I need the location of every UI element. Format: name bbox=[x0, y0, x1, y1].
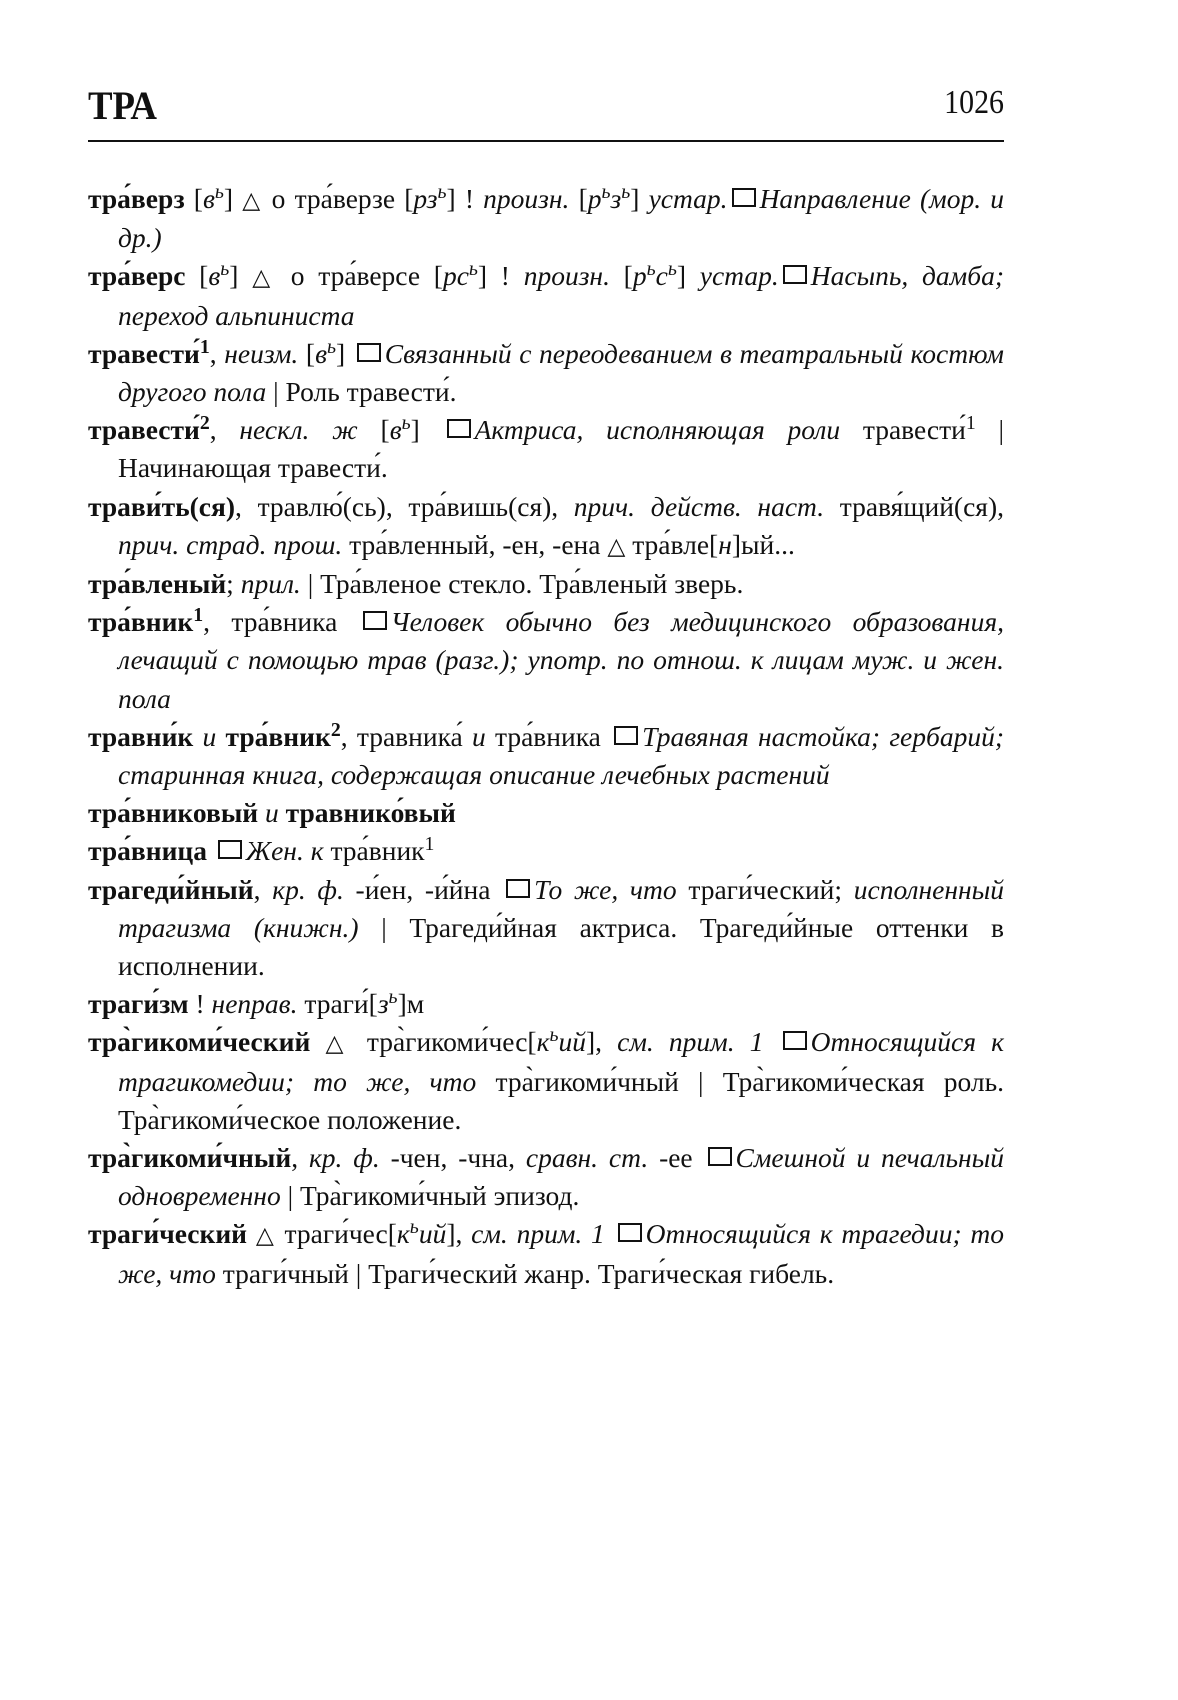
text: ] ! bbox=[477, 260, 524, 292]
text: траги́чес[ bbox=[275, 1218, 397, 1250]
triangle-icon: △ bbox=[607, 531, 626, 560]
text: ] ! bbox=[446, 183, 484, 214]
italic-text: с bbox=[655, 260, 668, 292]
text: | Трагеди́йная актриса. Трагеди́йные оттенки в исполнении. bbox=[118, 911, 1004, 982]
dictionary-entry bbox=[88, 565, 1004, 603]
italic-text: Связанный с переодеванием в театральный костюм другого пола bbox=[118, 337, 1004, 408]
text: -чен, -чна, bbox=[379, 1142, 526, 1174]
italic-text: рз bbox=[413, 183, 438, 214]
italic-text: неизм. bbox=[224, 337, 299, 369]
italic-text: устар. bbox=[699, 260, 779, 292]
dictionary-entry bbox=[88, 832, 1004, 870]
headword: травести́ bbox=[88, 414, 200, 446]
italic-text: произн. bbox=[483, 183, 570, 214]
headword: трави́ть(ся) bbox=[88, 490, 236, 522]
definition-box-icon bbox=[363, 611, 387, 630]
italic-text: исполненный трагизма (книжн.) bbox=[118, 873, 1005, 943]
text: травя́щий(ся), bbox=[824, 490, 1004, 522]
italic-text: к bbox=[396, 1218, 410, 1250]
headword: трагеди́йный bbox=[88, 873, 254, 905]
text: тра́вле[ bbox=[625, 528, 719, 560]
text bbox=[764, 1026, 779, 1057]
running-head: ТРА bbox=[88, 83, 157, 128]
definition-box-icon bbox=[618, 1223, 642, 1242]
italic-text: То же, что bbox=[534, 873, 677, 905]
italic-text: з bbox=[610, 183, 622, 214]
text: ] bbox=[676, 260, 700, 292]
italic-text: рс bbox=[442, 260, 469, 292]
text: тра́вника bbox=[485, 720, 611, 752]
italic-text: з bbox=[377, 988, 389, 1020]
text: , bbox=[209, 337, 225, 369]
italic-text: ий bbox=[558, 1026, 586, 1058]
italic-text: в bbox=[202, 183, 215, 214]
text: | Тра̀гикоми́чный эпизод. bbox=[280, 1180, 580, 1212]
definition-box-icon bbox=[614, 726, 638, 745]
text: о тра́версе [ bbox=[277, 260, 443, 292]
text: траги́[ bbox=[297, 988, 378, 1020]
italic-text: ий bbox=[418, 1218, 447, 1250]
headword-variant: травнико́вый bbox=[285, 797, 456, 829]
headword: тра́вниковый bbox=[88, 797, 259, 829]
definition-box-icon bbox=[732, 188, 756, 207]
italic-text: неправ. bbox=[211, 988, 298, 1020]
dictionary-entry bbox=[88, 985, 1004, 1023]
text: ; bbox=[226, 568, 241, 600]
homonym-reference: 1 bbox=[965, 412, 976, 435]
soft-sign-mark: ь bbox=[401, 412, 411, 435]
italic-text: кр. ф. bbox=[308, 1142, 380, 1174]
triangle-icon: △ bbox=[325, 1029, 352, 1058]
dictionary-entry bbox=[88, 871, 1004, 986]
soft-sign-mark: ь bbox=[220, 258, 230, 281]
soft-sign-mark: ь bbox=[549, 1024, 559, 1047]
italic-text: Насыпь, дамба; переход альпиниста bbox=[118, 260, 1004, 331]
soft-sign-mark: ь bbox=[214, 181, 224, 204]
definition-box-icon bbox=[708, 1147, 732, 1166]
text: , bbox=[291, 1142, 309, 1174]
italic-text: в bbox=[208, 260, 221, 292]
text bbox=[207, 835, 214, 866]
triangle-icon: △ bbox=[242, 186, 263, 214]
soft-sign-mark: ь bbox=[667, 258, 677, 281]
soft-sign-mark: ь bbox=[646, 258, 656, 281]
text: ], bbox=[446, 1218, 472, 1250]
dictionary-entry bbox=[88, 257, 1004, 334]
italic-text: Относящийся к трагикомедии; то же, что bbox=[118, 1026, 1005, 1097]
soft-sign-mark: ь bbox=[437, 181, 447, 204]
text: [ bbox=[569, 183, 588, 214]
text: | Роль травести́. bbox=[266, 376, 457, 408]
headword: тра́вник bbox=[88, 606, 194, 638]
dictionary-entry bbox=[88, 718, 1004, 794]
italic-text: прил. bbox=[240, 568, 301, 600]
text: [ bbox=[298, 337, 316, 369]
definition-box-icon bbox=[506, 879, 530, 898]
italic-text: нескл. ж bbox=[239, 414, 358, 446]
text: траги́чный | Траги́ческий жанр. Траги́ческая гибель. bbox=[215, 1257, 835, 1289]
homonym-number: 2 bbox=[330, 718, 341, 741]
homonym-number: 2 bbox=[199, 412, 210, 435]
page-number: 1026 bbox=[944, 84, 1004, 121]
text: тра̀гикоми́чес[ bbox=[351, 1026, 537, 1058]
italic-text: произн. bbox=[523, 260, 610, 292]
text: -и́ен, -и́йна bbox=[343, 873, 503, 905]
italic-text: р bbox=[632, 260, 647, 292]
headword: травни́к bbox=[88, 720, 194, 752]
italic-text: р bbox=[587, 183, 602, 214]
soft-sign-mark: ь bbox=[409, 1216, 419, 1239]
text: ] bbox=[630, 183, 649, 214]
italic-text: см. прим. 1 bbox=[617, 1026, 764, 1058]
text bbox=[605, 1218, 614, 1249]
text: , травлю́(сь), тра́вишь(ся), bbox=[235, 490, 574, 522]
soft-sign-mark: ь bbox=[327, 335, 337, 358]
headword: траги́ческий bbox=[88, 1218, 248, 1250]
italic-text: прич. страд. прош. bbox=[118, 528, 343, 560]
dictionary-entry bbox=[88, 603, 1004, 718]
dictionary-entry bbox=[88, 1215, 1004, 1292]
definition-box-icon bbox=[218, 840, 242, 859]
italic-text: к bbox=[536, 1026, 550, 1058]
soft-sign-mark: ь bbox=[388, 986, 398, 1009]
dictionary-entry bbox=[88, 488, 1004, 565]
definition-box-icon bbox=[783, 265, 807, 284]
dictionary-entry bbox=[88, 411, 1004, 487]
italic-text: Жен. к bbox=[245, 835, 324, 867]
soft-sign-mark: ь bbox=[621, 181, 631, 204]
dictionary-entry bbox=[88, 1023, 1004, 1139]
text: траги́ческий; bbox=[676, 873, 854, 905]
headword: тра̀гикоми́ческий bbox=[88, 1026, 311, 1058]
text: [ bbox=[609, 260, 633, 292]
italic-text: кр. ф. bbox=[272, 873, 344, 905]
homonym-number: 1 bbox=[193, 604, 204, 627]
text: тра́вленный, -ен, -ена bbox=[342, 528, 608, 560]
text: , тра́вника bbox=[203, 606, 359, 638]
dictionary-entry bbox=[88, 1139, 1004, 1215]
connector: и bbox=[258, 797, 286, 829]
italic-text: Смешной и печальный одновременно bbox=[118, 1142, 1004, 1212]
text: [ bbox=[357, 414, 390, 446]
text: ! bbox=[188, 988, 212, 1020]
text: [ bbox=[184, 183, 203, 214]
text: | Начинающая травести́. bbox=[118, 414, 1005, 484]
text: ] bbox=[229, 260, 253, 292]
headword: тра́верз bbox=[88, 183, 185, 214]
italic-text: устар. bbox=[648, 183, 728, 214]
headword: тра́верс bbox=[88, 260, 186, 292]
italic-text: Актриса, исполняющая роли bbox=[474, 414, 841, 446]
triangle-icon: △ bbox=[252, 263, 278, 292]
italic-text: и bbox=[471, 720, 486, 752]
italic-text: н bbox=[718, 528, 732, 560]
triangle-icon: △ bbox=[255, 1221, 276, 1250]
italic-text: Травяная настойка; гербарий; старинная книга, содержащая описание лечебных растений bbox=[118, 720, 1004, 791]
italic-text: сравн. ст. bbox=[525, 1142, 649, 1174]
headword: траги́зм bbox=[88, 988, 189, 1020]
dictionary-entry bbox=[88, 180, 1004, 257]
soft-sign-mark: ь bbox=[601, 181, 611, 204]
italic-text: прич. действ. наст. bbox=[573, 490, 825, 522]
text: | Тра́вленое стекло. Тра́вленый зверь. bbox=[300, 568, 744, 600]
italic-text: в bbox=[315, 337, 327, 369]
text: тра́вник bbox=[323, 835, 425, 867]
headword-variant: тра́вник bbox=[225, 720, 331, 752]
dictionary-entries bbox=[88, 180, 1004, 1293]
homonym-reference: 1 bbox=[424, 833, 435, 856]
text: ] bbox=[336, 337, 353, 369]
text: ] bbox=[223, 183, 243, 214]
text bbox=[310, 1026, 325, 1057]
headword: тра̀гикоми́чный bbox=[88, 1142, 292, 1174]
text: [ bbox=[185, 260, 209, 292]
dictionary-entry bbox=[88, 794, 1004, 832]
soft-sign-mark: ь bbox=[468, 258, 478, 281]
text: ]м bbox=[397, 988, 425, 1020]
italic-text: Человек обычно без медицинского образования, лечащий с помощью трав (разг.); употр. по отнош. к лицам муж. и жен. пола bbox=[118, 606, 1004, 714]
text: -ее bbox=[648, 1142, 704, 1174]
text: о тра́верзе [ bbox=[262, 183, 414, 214]
headword: тра́вленый bbox=[88, 568, 227, 600]
italic-text: Направление (мор. и др.) bbox=[118, 183, 1004, 254]
text: ] bbox=[410, 414, 443, 446]
text: , травника́ bbox=[340, 720, 472, 752]
definition-box-icon bbox=[783, 1031, 807, 1050]
text bbox=[247, 1218, 256, 1249]
text: , bbox=[209, 414, 240, 446]
italic-text: в bbox=[389, 414, 402, 446]
text: , bbox=[253, 873, 273, 905]
headword: травести́ bbox=[88, 337, 200, 369]
definition-box-icon bbox=[357, 343, 381, 362]
italic-text: см. прим. 1 bbox=[471, 1218, 605, 1250]
text: ], bbox=[585, 1026, 618, 1058]
headword: тра́вница bbox=[88, 835, 208, 867]
page-header bbox=[88, 78, 1004, 142]
text: травести́ bbox=[840, 414, 966, 446]
text: тра̀гикоми́чный | Тра̀гикоми́ческая роль. Тра̀гикоми́ческое положение. bbox=[118, 1065, 1004, 1135]
dictionary-entry bbox=[88, 335, 1004, 411]
text: ]ый... bbox=[731, 528, 795, 560]
connector: и bbox=[193, 720, 226, 752]
italic-text: Относящийся к трагедии; то же, что bbox=[118, 1218, 1005, 1289]
definition-box-icon bbox=[447, 419, 471, 438]
homonym-number: 1 bbox=[199, 335, 210, 358]
